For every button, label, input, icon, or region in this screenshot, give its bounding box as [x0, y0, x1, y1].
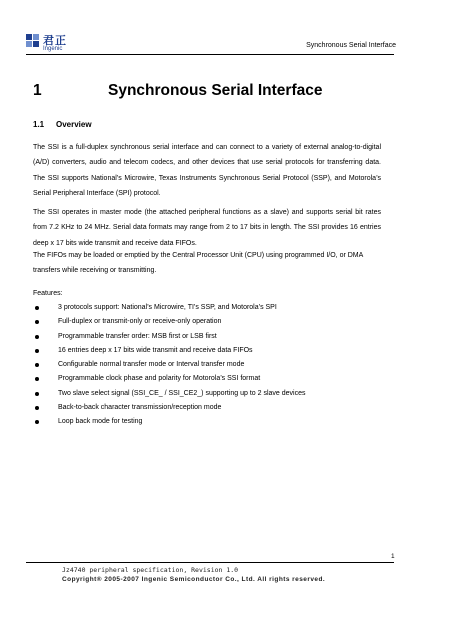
bullet-icon — [35, 420, 39, 424]
bullet-icon — [35, 306, 39, 310]
overview-paragraph-1: The SSI is a full-duplex synchronous serial interface and can connect to a variety of external analog-to-digital (A/D) converters, audio and telecom codecs, and other devices that use serial protocols for transferring data. The SSI supports National’s Microwire, Texas Instruments Synchronous Serial Protocol (SSP), and Motorola’s Serial Peripheral Interface (SPI) protocol. — [33, 144, 381, 197]
list-item — [33, 301, 393, 315]
list-item — [33, 344, 393, 358]
bullet-icon — [35, 335, 39, 339]
bullet-icon — [35, 349, 39, 353]
chapter-heading — [33, 82, 323, 100]
list-item — [33, 372, 393, 386]
footer-spec-line: Jz4740 peripheral specification, Revision 1.0 — [62, 566, 239, 574]
footer-copyright: Copyright® 2005-2007 Ingenic Semiconductor Co., Ltd. All rights reserved. — [62, 576, 326, 583]
ingenic-logo — [26, 32, 78, 62]
running-header-title: Synchronous Serial Interface — [306, 42, 396, 49]
list-item-text: Programmable clock phase and polarity for Motorola’s SSI format — [58, 375, 261, 383]
bullet-icon — [35, 377, 39, 381]
list-item — [33, 358, 393, 372]
bullet-icon — [35, 406, 39, 410]
chapter-number: 1 — [33, 82, 42, 99]
list-item — [33, 330, 393, 344]
bullet-icon — [35, 320, 39, 324]
features-title: Features: — [33, 290, 63, 297]
overview-paragraph-3: The FIFOs may be loaded or emptied by the Central Processor Unit (CPU) using programmed I/O, or DMA transfers while receiving or transmitting. — [33, 252, 363, 275]
list-item-text: Configurable normal transfer mode or Interval transfer mode — [58, 361, 245, 369]
section-heading — [33, 120, 92, 129]
section-number: 1.1 — [33, 120, 45, 129]
footer-divider — [26, 562, 394, 563]
features-list — [33, 301, 393, 430]
list-item — [33, 401, 393, 415]
list-item-text: Back-to-back character transmission/reception mode — [58, 404, 222, 412]
list-item-text: 16 entries deep x 17 bits wide transmit and receive data FIFOs — [58, 346, 253, 354]
list-item — [33, 387, 393, 401]
overview-paragraph-2: The SSI operates in master mode (the attached peripheral functions as a slave) and supports serial bit rates from 7.2 KHz to 24 MHz. Serial data formats may range from 2 to 17 bits in length. The SSI provides 16 entries deep x 17 bits wide transmit and receive data FIFOs. — [33, 209, 381, 247]
section-title: Overview — [56, 120, 92, 129]
bullet-icon — [35, 363, 39, 367]
bullet-icon — [35, 392, 39, 396]
logo-chinese-text: 君正 — [43, 34, 67, 47]
list-item — [33, 315, 393, 329]
chapter-title: Synchronous Serial Interface — [108, 82, 323, 99]
header-divider — [26, 54, 394, 55]
list-item-text: Full-duplex or transmit-only or receive-only operation — [58, 318, 222, 326]
page-number: 1 — [391, 553, 395, 560]
list-item-text: Two slave select signal (SSI_CE_ / SSI_CE2_) supporting up to 2 slave devices — [58, 389, 306, 397]
list-item — [33, 415, 393, 429]
list-item-text: Loop back mode for testing — [58, 418, 143, 426]
list-item-text: 3 protocols support: National’s Microwire, TI’s SSP, and Motorola’s SPI — [58, 304, 277, 311]
logo-english-text: Ingenic — [43, 46, 63, 52]
list-item-text: Programmable transfer order: MSB first or LSB first — [58, 332, 217, 340]
logo-mark-icon — [26, 34, 40, 48]
